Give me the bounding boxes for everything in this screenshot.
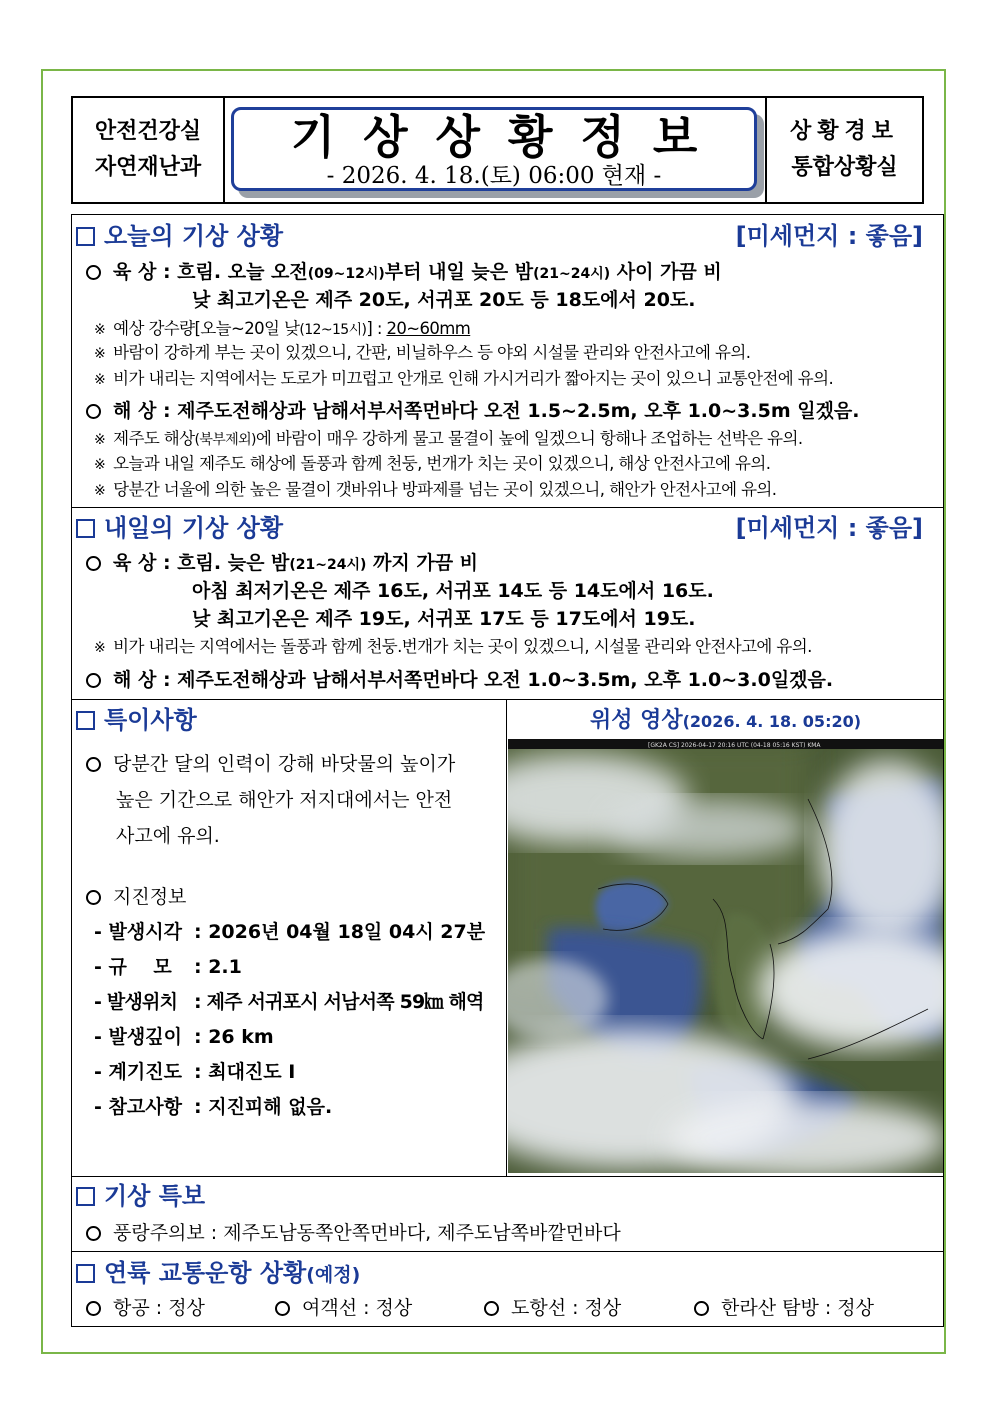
traffic-section-title	[76, 1258, 360, 1288]
satellite-title	[506, 703, 945, 734]
circle-bullet-icon	[484, 1301, 499, 1316]
tomorrow-note	[94, 633, 812, 657]
tomorrow-sea-line	[86, 665, 833, 692]
today-sea-note1-a: 제주도 해상	[113, 429, 195, 448]
eq-row-magnitude	[94, 952, 242, 979]
office-label	[765, 98, 922, 202]
satellite-caption: [GK2A CS] 2026-04-17 20:16 UTC (04-18 05:16 KST) KMA	[648, 742, 821, 749]
traffic-air	[86, 1293, 205, 1320]
checkbox-icon	[76, 227, 95, 246]
note-mark-icon: ※	[94, 457, 106, 473]
divider	[72, 699, 943, 700]
checkbox-icon	[76, 1264, 95, 1283]
tomorrow-title-text: 내일의 기상 상황	[104, 514, 283, 542]
office-line1: 상황경보	[789, 119, 899, 144]
tomorrow-land-line3: 낮 최고기온은 제주 19도, 서귀포 17도 등 17도에서 19도.	[192, 608, 696, 630]
eq-value: : 2.1	[194, 956, 242, 978]
today-dust: [미세먼지 : 좋음]	[735, 222, 923, 250]
report-body	[71, 214, 944, 1327]
today-land-label: 육 상 :	[113, 261, 171, 283]
traffic-air-text: 항공 : 정상	[113, 1297, 205, 1319]
tomorrow-sea-label: 해 상 :	[113, 669, 171, 691]
today-sea-note1-b: (북부제외)	[194, 432, 256, 448]
department-line2: 자연재난과	[94, 155, 202, 180]
satellite-title-text: 위성 영상	[589, 708, 683, 733]
circle-bullet-icon	[86, 757, 101, 772]
today-note1-a: 예상 강수량[오늘~20일 낮	[113, 319, 300, 338]
today-rain-amount: 20~60mm	[386, 319, 471, 338]
circle-bullet-icon	[86, 890, 101, 905]
divider	[72, 1251, 943, 1252]
today-section-title	[76, 221, 283, 251]
eq-value: : 최대진도 Ⅰ	[194, 1061, 296, 1083]
traffic-island-boat-text: 도항선 : 정상	[511, 1297, 622, 1319]
today-note1-c: ] :	[366, 319, 387, 338]
today-title-text: 오늘의 기상 상황	[104, 222, 283, 250]
circle-bullet-icon	[275, 1301, 290, 1316]
note-mark-icon: ※	[94, 483, 106, 499]
special-title-text: 특이사항	[104, 706, 197, 734]
note-mark-icon: ※	[94, 432, 106, 448]
tomorrow-land-line1	[86, 548, 478, 575]
today-note-road	[94, 365, 833, 389]
today-sea-note3	[94, 476, 776, 500]
header	[71, 96, 924, 204]
circle-bullet-icon	[86, 265, 101, 280]
tomorrow-note-text: 비가 내리는 지역에서는 돌풍과 함께 천둥.번개가 치는 곳이 있겠으니, 시설물 관리와 안전사고에 유의.	[113, 637, 812, 656]
satellite-map-icon	[508, 739, 943, 1173]
warning-title-text: 기상 특보	[104, 1182, 206, 1210]
eq-label: - 참고사항	[94, 1096, 182, 1118]
earthquake-title-text: 지진정보	[113, 886, 187, 908]
today-sea-note3-text: 당분간 너울에 의한 높은 물결이 갯바위나 방파제를 넘는 곳이 있겠으니, 해안가 안전사고에 유의.	[113, 480, 777, 499]
today-sea-label: 해 상 :	[113, 400, 171, 422]
warning-section-title	[76, 1181, 205, 1211]
today-sea-text: 제주도전해상과 남해서부서쪽먼바다 오전 1.5~2.5m, 오후 1.0~3.5m 일겠음.	[177, 400, 860, 422]
satellite-image	[508, 739, 943, 1173]
today-note3-text: 비가 내리는 지역에서는 도로가 미끄럽고 안개로 인해 가시거리가 짧아지는 곳이 있으니 교통안전에 유의.	[113, 369, 834, 388]
note-mark-icon: ※	[94, 322, 106, 338]
department-line1: 안전건강실	[94, 119, 202, 144]
eq-value: : 26 km	[194, 1026, 274, 1048]
eq-row-time	[94, 917, 485, 944]
divider	[72, 507, 943, 508]
eq-label: - 발생시각	[94, 921, 182, 943]
tomorrow-section-title	[76, 513, 283, 543]
circle-bullet-icon	[86, 673, 101, 688]
tomorrow-sea-text: 제주도전해상과 남해서부서쪽먼바다 오전 1.0~3.5m, 오후 1.0~3.0일겠음.	[177, 669, 834, 691]
today-sea-note1	[94, 425, 803, 449]
tomorrow-dust: [미세먼지 : 좋음]	[735, 514, 923, 542]
tomorrow-land-text-c: 까지 가끔 비	[366, 552, 479, 574]
eq-row-intensity	[94, 1057, 295, 1084]
circle-bullet-icon	[86, 404, 101, 419]
traffic-ferry	[275, 1293, 412, 1320]
today-sea-note1-c: 에 바람이 매우 강하게 물고 물결이 높에 일겠으니 항해나 조업하는 선박은 유의.	[255, 429, 803, 448]
special-line3: 사고에 유의.	[116, 825, 220, 847]
circle-bullet-icon	[86, 1301, 101, 1316]
column-divider	[506, 699, 507, 1176]
traffic-hallasan	[694, 1293, 874, 1320]
page-subtitle: - 2026. 4. 18.(토) 06:00 현재 -	[326, 163, 662, 189]
satellite-datetime: (2026. 4. 18. 05:20)	[682, 712, 862, 731]
checkbox-icon	[76, 711, 95, 730]
checkbox-icon	[76, 519, 95, 538]
today-land-time1: (09~12시)	[307, 266, 385, 282]
today-sea-line	[86, 396, 860, 423]
special-tide-note	[86, 746, 506, 854]
checkbox-icon	[76, 1187, 95, 1206]
traffic-title-text: 연륙 교통운항 상황	[104, 1259, 307, 1287]
note-mark-icon: ※	[94, 372, 106, 388]
today-note-rain	[94, 315, 470, 339]
warning-line	[86, 1218, 621, 1245]
traffic-title-suffix: (예정)	[306, 1264, 361, 1286]
today-note-wind	[94, 339, 750, 363]
circle-bullet-icon	[86, 1226, 101, 1241]
today-land-line1	[86, 257, 722, 284]
tomorrow-land-label: 육 상 :	[113, 552, 171, 574]
special-line2: 높은 기간으로 해안가 저지대에서는 안전	[116, 789, 453, 811]
divider	[72, 1176, 943, 1177]
page-title: 기상상황정보	[290, 110, 726, 164]
office-line2: 통합상황실	[791, 155, 898, 180]
eq-value: : 2026년 04월 18일 04시 27분	[194, 921, 486, 943]
note-mark-icon: ※	[94, 640, 106, 656]
eq-label: - 계기진도	[94, 1061, 182, 1083]
department-label	[73, 98, 225, 202]
today-land-line2: 낮 최고기온은 제주 20도, 서귀포 20도 등 18도에서 20도.	[192, 289, 696, 311]
tomorrow-land-time: (21~24시)	[289, 557, 367, 573]
today-land-time2: (21~24시)	[533, 266, 611, 282]
eq-row-depth	[94, 1022, 274, 1049]
tomorrow-land-text-a: 흐림. 늦은 밤	[177, 552, 290, 574]
title-box	[231, 107, 757, 191]
eq-row-location	[94, 987, 484, 1014]
today-note2-text: 바람이 강하게 부는 곳이 있겠으니, 간판, 비닐하우스 등 야외 시설물 관리와 안전사고에 유의.	[113, 343, 751, 362]
today-note1-b: (12~15시)	[299, 322, 367, 338]
today-sea-note2-text: 오늘과 내일 제주도 해상에 돌풍과 함께 천둥, 번개가 치는 곳이 있겠으니, 해상 안전사고에 유의.	[113, 454, 771, 473]
tomorrow-land-line2: 아침 최저기온은 제주 16도, 서귀포 14도 등 14도에서 16도.	[192, 580, 714, 602]
today-land-text-a: 흐림. 오늘 오전	[177, 261, 308, 283]
eq-row-remarks	[94, 1092, 332, 1119]
today-land-text-e: 사이 가끔 비	[610, 261, 722, 283]
today-land-text-c: 부터 내일 늦은 밤	[384, 261, 534, 283]
circle-bullet-icon	[694, 1301, 709, 1316]
note-mark-icon: ※	[94, 346, 106, 362]
traffic-ferry-text: 여객선 : 정상	[302, 1297, 413, 1319]
eq-label: - 발생깊이	[94, 1026, 182, 1048]
special-section-title	[76, 705, 197, 735]
today-sea-note2	[94, 450, 770, 474]
special-line1	[86, 746, 506, 782]
traffic-hallasan-text: 한라산 탐방 : 정상	[721, 1297, 874, 1319]
warning-text: 풍랑주의보 : 제주도남동쪽안쪽먼바다, 제주도남쪽바깥먼바다	[113, 1222, 621, 1244]
eq-label: - 발생위치	[94, 991, 178, 1013]
eq-label: - 규 모	[94, 956, 172, 978]
eq-value: : 지진피해 없음.	[194, 1096, 333, 1118]
traffic-island-boat	[484, 1293, 621, 1320]
special-line1-text: 당분간 달의 인력이 강해 바닷물의 높이가	[113, 753, 456, 775]
circle-bullet-icon	[86, 556, 101, 571]
eq-value: : 제주 서귀포시 서남서쪽 59㎞ 해역	[194, 991, 484, 1013]
earthquake-title	[86, 882, 186, 909]
